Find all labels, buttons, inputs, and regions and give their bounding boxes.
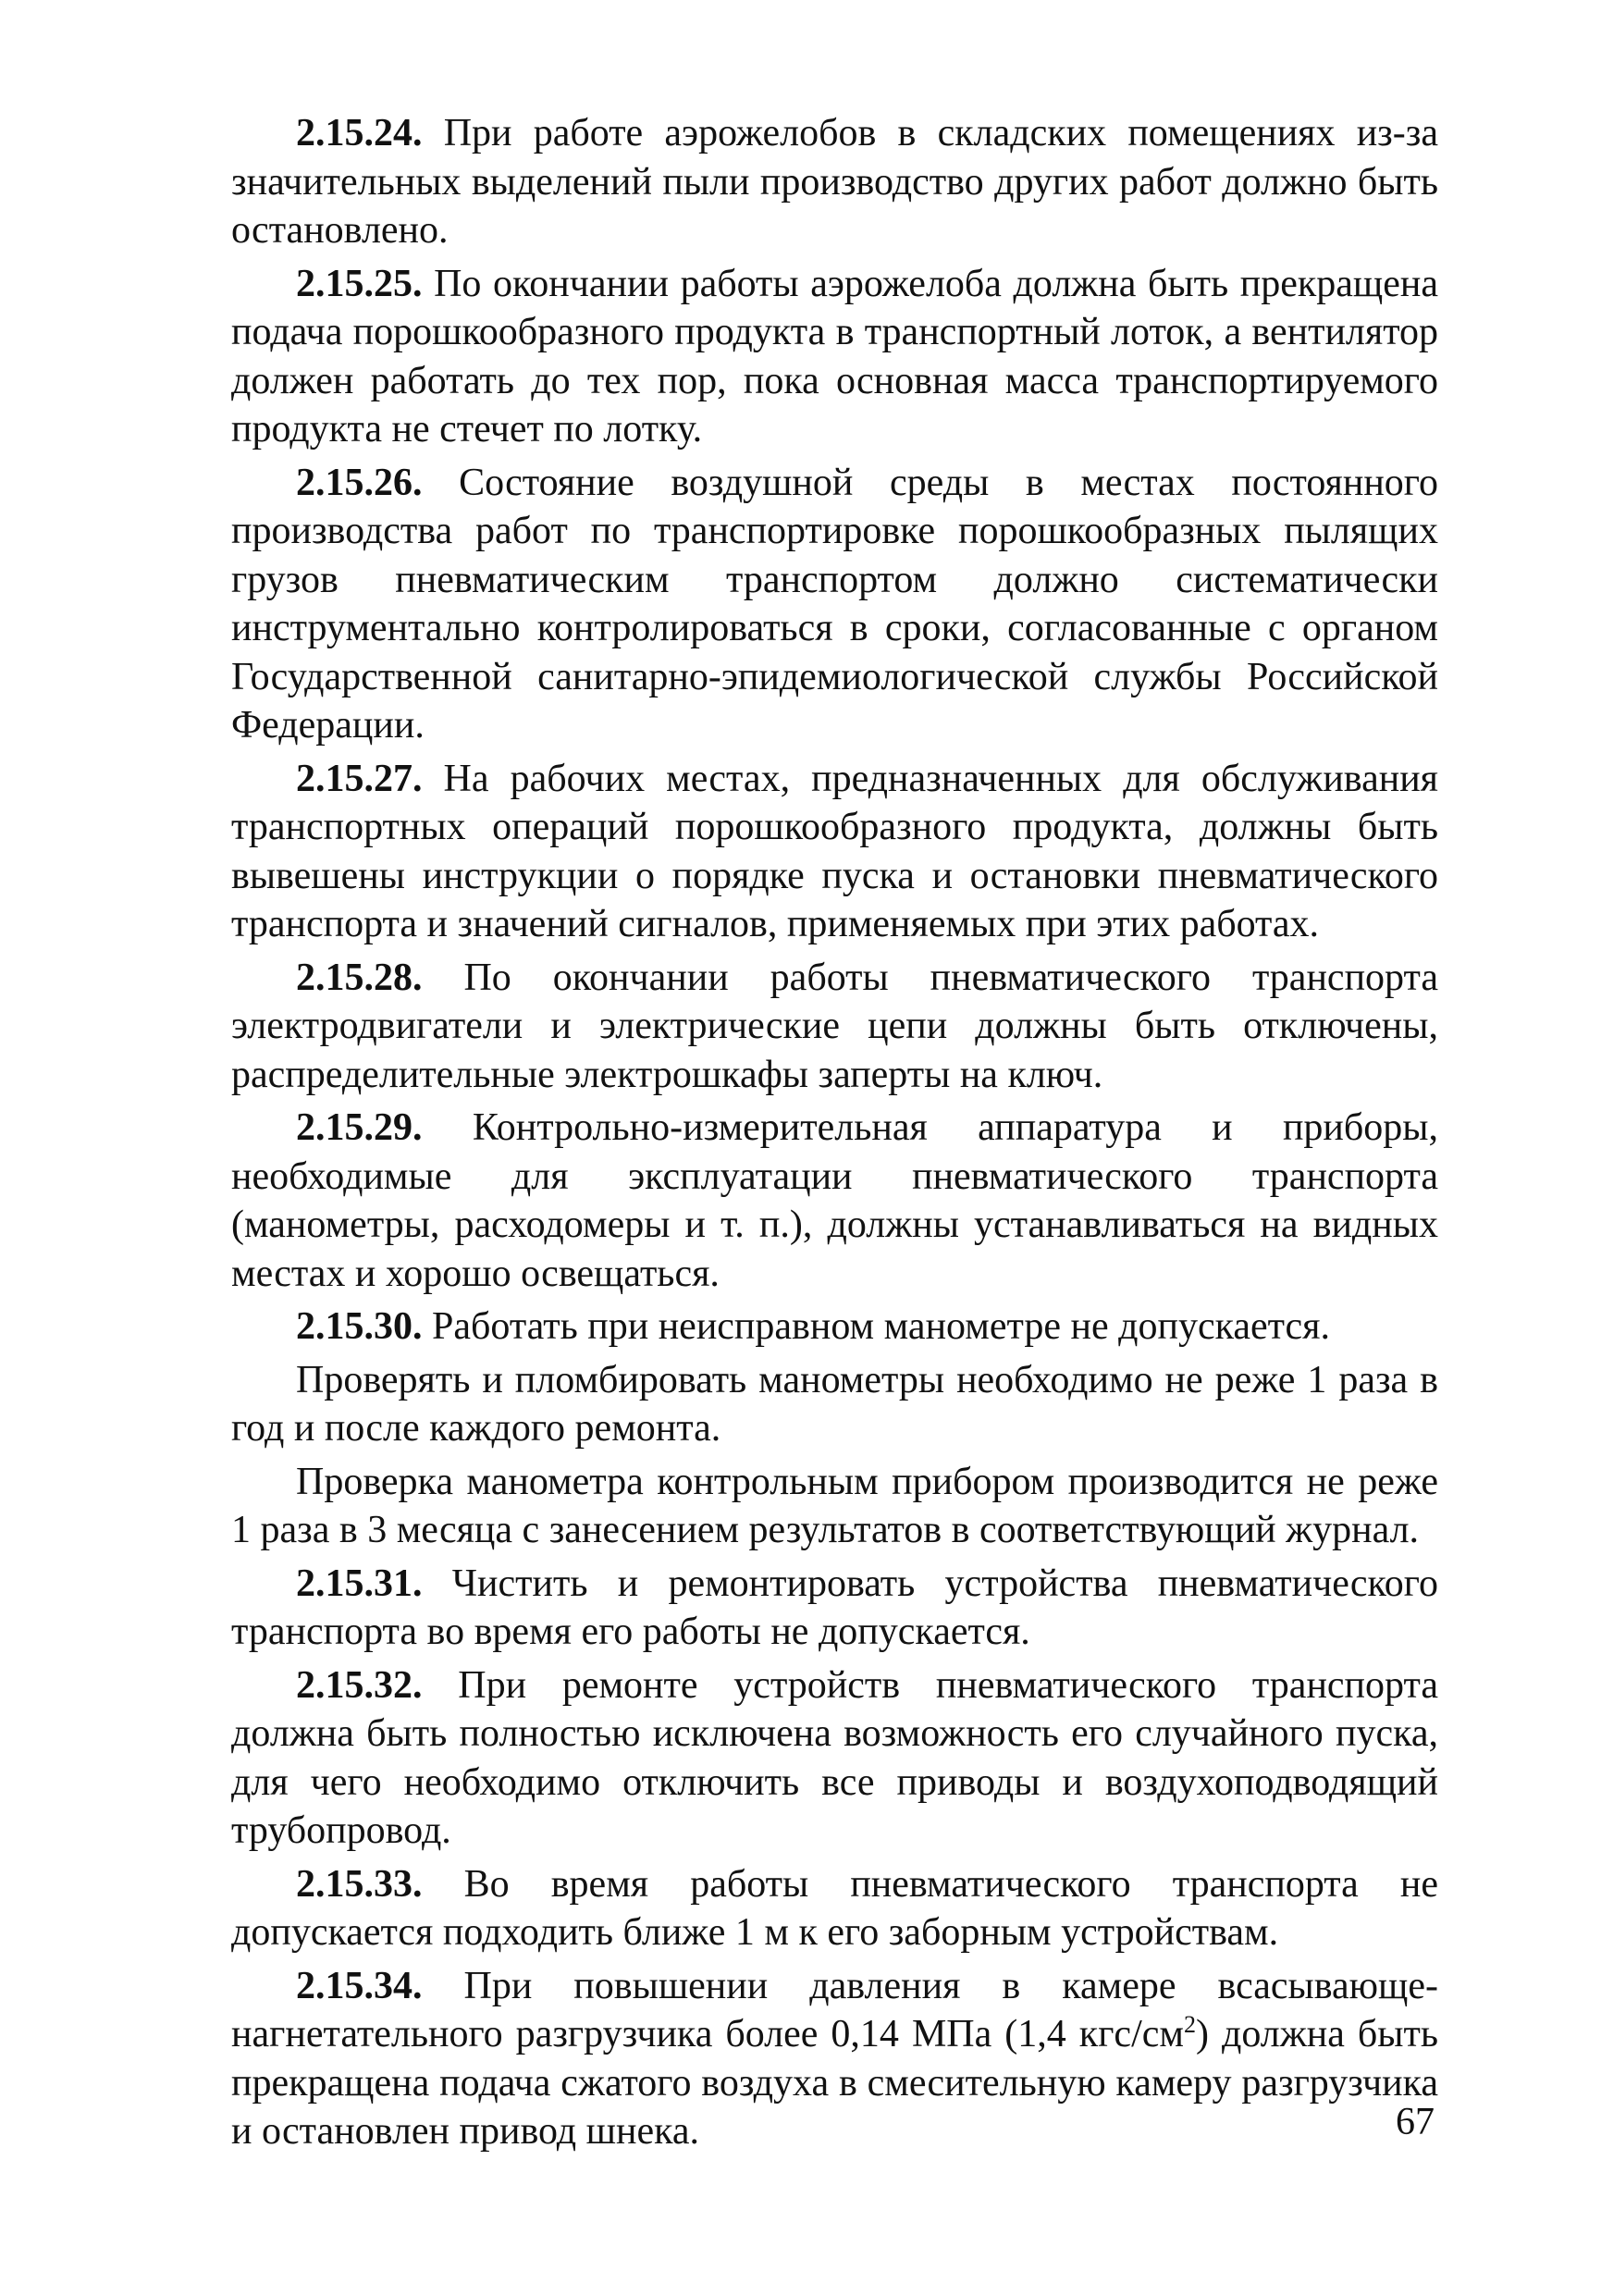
- paragraph-2-15-31: [231, 1560, 1438, 1657]
- paragraph-2-15-26: [231, 459, 1438, 750]
- clause-text: На рабочих местах, предназначенных для обслуживания транспортных операций порошкообразного продукта, должны быть вывешены инструкции о порядке пуска и остановки пневматического транспорта и значений сигналов, применяемых при этих работах.: [231, 757, 1438, 945]
- clause-number: 2.15.24.: [296, 112, 423, 154]
- paragraph-2-15-33: [231, 1860, 1438, 1957]
- clause-text: При повышении давления в камере всасывающе-нагнетательного разгрузчика более 0,14 МПа (1,4 кгс/см: [231, 1964, 1438, 2055]
- page-number: 67: [1396, 2101, 1435, 2143]
- clause-number: 2.15.25.: [296, 262, 423, 305]
- clause-number: 2.15.32.: [296, 1663, 423, 1707]
- clause-number: 2.15.33.: [296, 1862, 423, 1906]
- paragraph-manometer-control: [231, 1458, 1438, 1555]
- clause-number: 2.15.27.: [296, 757, 423, 800]
- page-body: [231, 109, 1438, 2161]
- clause-text: Работать при неисправном манометре не допускается.: [422, 1305, 1330, 1348]
- clause-number: 2.15.28.: [296, 956, 423, 999]
- clause-text: Во время работы пневматического транспорта не допускается подходить ближе 1 м к его заборным устройствам.: [231, 1862, 1438, 1954]
- clause-number: 2.15.30.: [296, 1305, 423, 1348]
- paragraph-2-15-30: [231, 1302, 1438, 1352]
- paragraph-2-15-28: [231, 954, 1438, 1100]
- paragraph-2-15-34: [231, 1962, 1438, 2156]
- clause-text: Контрольно-измерительная аппаратура и приборы, необходимые для эксплуатации пневматического транспорта (манометры, расходомеры и т. п.), должны устанавливаться на видных местах и хорошо освещаться.: [231, 1106, 1438, 1295]
- paragraph-2-15-29: [231, 1104, 1438, 1298]
- clause-number: 2.15.31.: [296, 1562, 423, 1605]
- superscript: 2: [1183, 2011, 1196, 2038]
- paragraph-2-15-27: [231, 755, 1438, 949]
- clause-text: Проверка манометра контрольным прибором производится не реже 1 раза в 3 месяца с занесением результатов в соответствующий журнал.: [231, 1460, 1438, 1551]
- clause-number: 2.15.29.: [296, 1106, 423, 1149]
- paragraph-manometer-check: [231, 1356, 1438, 1453]
- clause-text: Состояние воздушной среды в местах постоянного производства работ по транспортировке порошкообразных пылящих грузов пневматическим транспортом должно систематически инструментально контролироваться в сроки, согласованные с органом Государственной санитарно-эпидемиологической службы Российской Федерации.: [231, 461, 1438, 747]
- clause-number: 2.15.26.: [296, 461, 423, 504]
- clause-text: По окончании работы аэрожелоба должна быть прекращена подача порошкообразного продукта в транспортный лоток, а вентилятор должен работать до тех пор, пока основная масса транспортируемого продукта не стечет по лотку.: [231, 262, 1438, 451]
- paragraph-2-15-24: [231, 109, 1438, 255]
- paragraph-2-15-25: [231, 260, 1438, 454]
- clause-text: Проверять и пломбировать манометры необходимо не реже 1 раза в год и после каждого ремонта.: [231, 1358, 1438, 1450]
- clause-text: Чистить и ремонтировать устройства пневматического транспорта во время его работы не допускается.: [231, 1562, 1438, 1653]
- clause-text-tail: ) должна быть прекращена подача сжатого воздуха в смесительную камеру разгрузчика и остановлен привод шнека.: [231, 2013, 1439, 2153]
- clause-text: При ремонте устройств пневматического транспорта должна быть полностью исключена возможность его случайного пуска, для чего необходимо отключить все приводы и воздухоподводящий трубопровод.: [231, 1663, 1438, 1852]
- paragraph-2-15-32: [231, 1661, 1438, 1856]
- clause-number: 2.15.34.: [296, 1964, 423, 2007]
- clause-text: При работе аэрожелобов в складских помещениях из-за значительных выделений пыли производство других работ должно быть остановлено.: [231, 112, 1438, 252]
- clause-text: По окончании работы пневматического транспорта электродвигатели и электрические цепи должны быть отключены, распределительные электрошкафы заперты на ключ.: [231, 956, 1438, 1096]
